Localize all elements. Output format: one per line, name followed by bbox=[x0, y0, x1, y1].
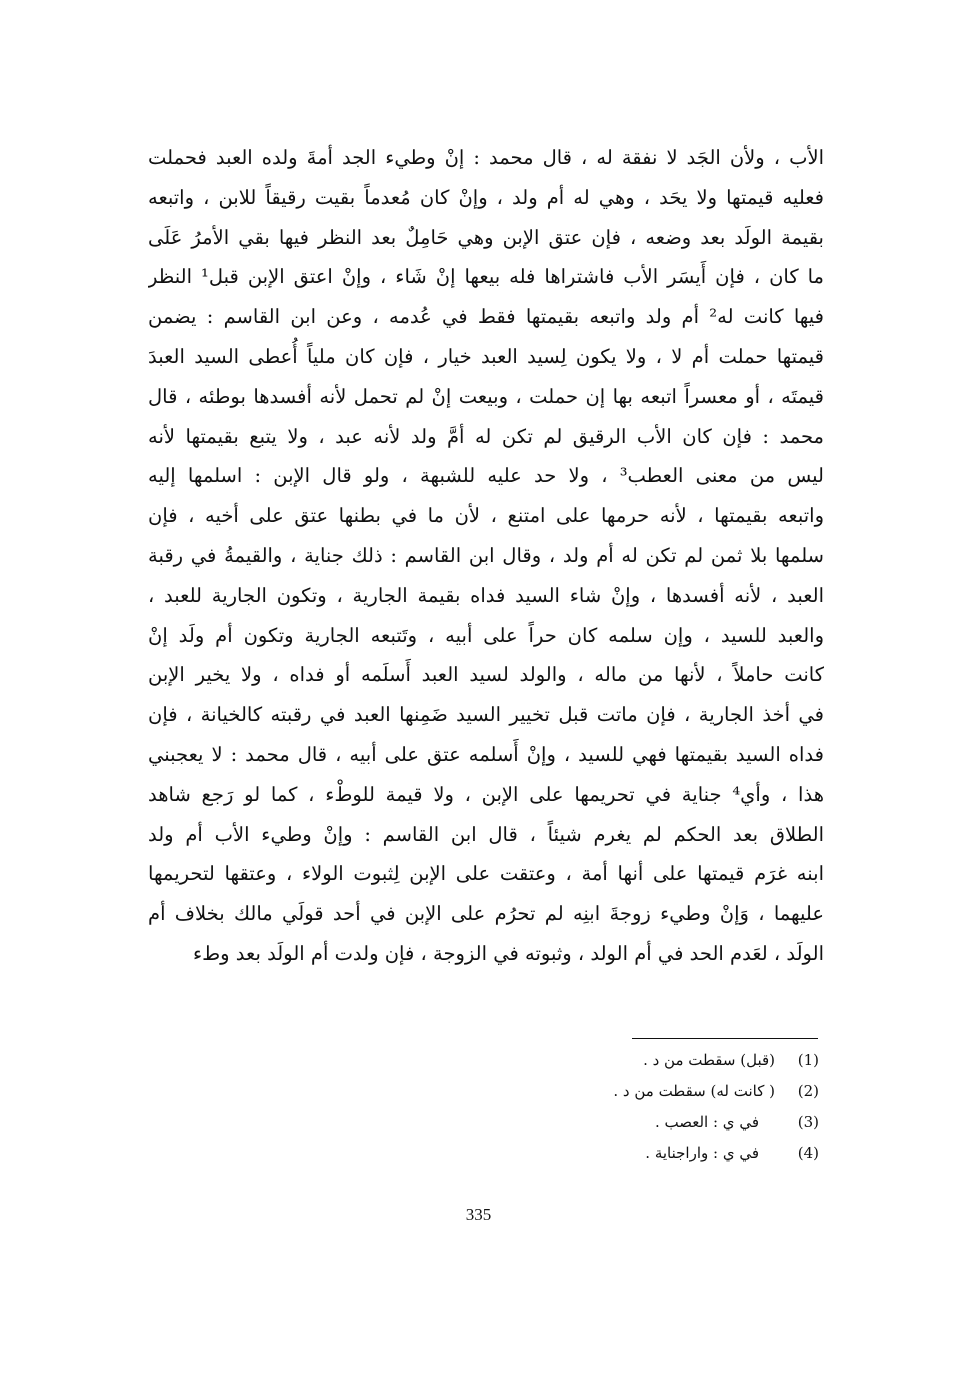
text-line: ليس من معنى العطب³ ، ولا حد عليه للشبهة ، ولو قال الإبن : اسلمها إليه bbox=[148, 464, 824, 488]
footnote-separator bbox=[632, 1038, 818, 1039]
text-line: سلمها بلا ثمن لم تكن له أم ولد ، وقال ابن القاسم : ذلك جناية ، والقيمةُ في رقبة bbox=[148, 543, 824, 567]
text-line: عليهما ، وَإنْ وطيء زوجةَ ابنِه لم تحرُم على الإبن في أحد قولَي مالك بخلاف أم bbox=[148, 902, 824, 926]
footnote-number: (1) bbox=[797, 1051, 819, 1069]
footnote-text: ( كانت له) سقطت من د . bbox=[613, 1082, 775, 1100]
footnote-item bbox=[439, 1107, 819, 1138]
text-line: العبد ، لأنه أفسدها ، وإنْ شاء السيد فداه بقيمة الجارية ، وتكون الجارية للعبد ، bbox=[148, 583, 824, 607]
text-line: والعبد للسيد ، وإن سلمه كان حراً على أبيه ، وتَتبعه الجارية وتكون أم ولَد إنْ bbox=[148, 623, 824, 647]
text-line: هذا ، وأي⁴ جناية في تحريمها على الإبن ، ولا قيمة للوطْء ، كما لو رَجع شاهد bbox=[148, 782, 824, 806]
footnote-number: (3) bbox=[797, 1113, 819, 1131]
footnote-text: في ي : واراجناية . bbox=[645, 1144, 759, 1162]
text-line: الأب ، ولأن الجَد لا نفقة له ، قال محمد : إنْ وطيء الجد أمةَ ولده العبد فحملت bbox=[148, 146, 824, 169]
text-line: بقيمة الولَد بعد وضعه ، فإن عتق الإبن وهي حَامِلٌ بعد النظر فيها بقي الأمرُ عَلَى bbox=[148, 225, 824, 249]
footnote-item bbox=[439, 1076, 819, 1107]
text-line: محمد : فإن كان الأب الرقيق لم تكن له أمَّ ولد لأنه عبد ، ولا يتبع بقيمتها لأنه bbox=[148, 424, 824, 448]
page-number: 335 bbox=[465, 1205, 492, 1224]
footnote-item bbox=[439, 1045, 819, 1076]
text-line: الطلاق بعد الحكم لم يغرم شيئاً ، قال ابن القاسم : وإنْ وطيء الأب أم ولد bbox=[148, 822, 824, 846]
text-line: واتبعه بقيمتها ، لأنه حرمها على امتنع ، لأن ما في بطنها عتق على أخيه ، فإن bbox=[148, 504, 824, 528]
footnote-number: (2) bbox=[797, 1082, 819, 1100]
footnote-item bbox=[439, 1138, 819, 1169]
text-line: الولَد ، لعَدم الحد في أم الولد ، وثبوته في الزوجة ، فإن ولدت أم الولَد بعد وطء bbox=[192, 941, 824, 965]
text-line: في أخذ الجارية ، فإن ماتت قبل تخيير السيد ضَمِنها العبد في رقبته كالخيانة ، فإن bbox=[148, 703, 824, 727]
text-line: فيها كانت له² أم ولد واتبعه بقيمتها فقط في عُدمه ، وعن ابن القاسم : يضمن bbox=[148, 305, 824, 329]
body-text bbox=[148, 138, 824, 974]
text-line: ما كان ، فإن أَيسَر الأب فاشتراها فله بيعها إنْ شَاء ، وإنْ اعتق الإبن قبل¹ النظر bbox=[148, 265, 824, 289]
text-line: كانت حاملاً ، لأنها من ماله ، والولد لسيد العبد أَسلَمه أو فداه ، ولا يخير الإبن bbox=[148, 663, 824, 687]
text-line: فداه السيد بقيمتها فهي للسيد ، وإنْ أَسلمه عتق على أبيه ، قال محمد : لا يعجبني bbox=[148, 742, 824, 766]
text-line: قيمتها حملت أم لا ، ولا يكون لِسيد العبد خيار ، فإن كان ملياً أُعطى السيد العبدَ bbox=[148, 344, 824, 368]
text-line: قيمتَه ، أو معسراً اتبعه بها إن حملت ، وبيعت إنْ لم تحمل لأنه أفسدها بوطئه ، قال bbox=[148, 384, 824, 408]
text-line: فعليه قيمتها ولا يحَد ، وهي له أم ولد ، وإنْ كان مُعدماً بقيت رقيقاً للابن ، واتبعه bbox=[148, 185, 824, 209]
footnote-text: في ي : العصب . bbox=[654, 1113, 759, 1131]
text-line: ابنه غرَم قيمتها على أنها أمة ، وعتقت على الإبن لِثبوت الولاء ، وعتقها لتحريمها bbox=[148, 862, 824, 886]
footnote-number: (4) bbox=[797, 1144, 819, 1162]
footnotes bbox=[439, 1045, 819, 1169]
footnote-text: (قبل) سقطت من د . bbox=[643, 1051, 775, 1069]
